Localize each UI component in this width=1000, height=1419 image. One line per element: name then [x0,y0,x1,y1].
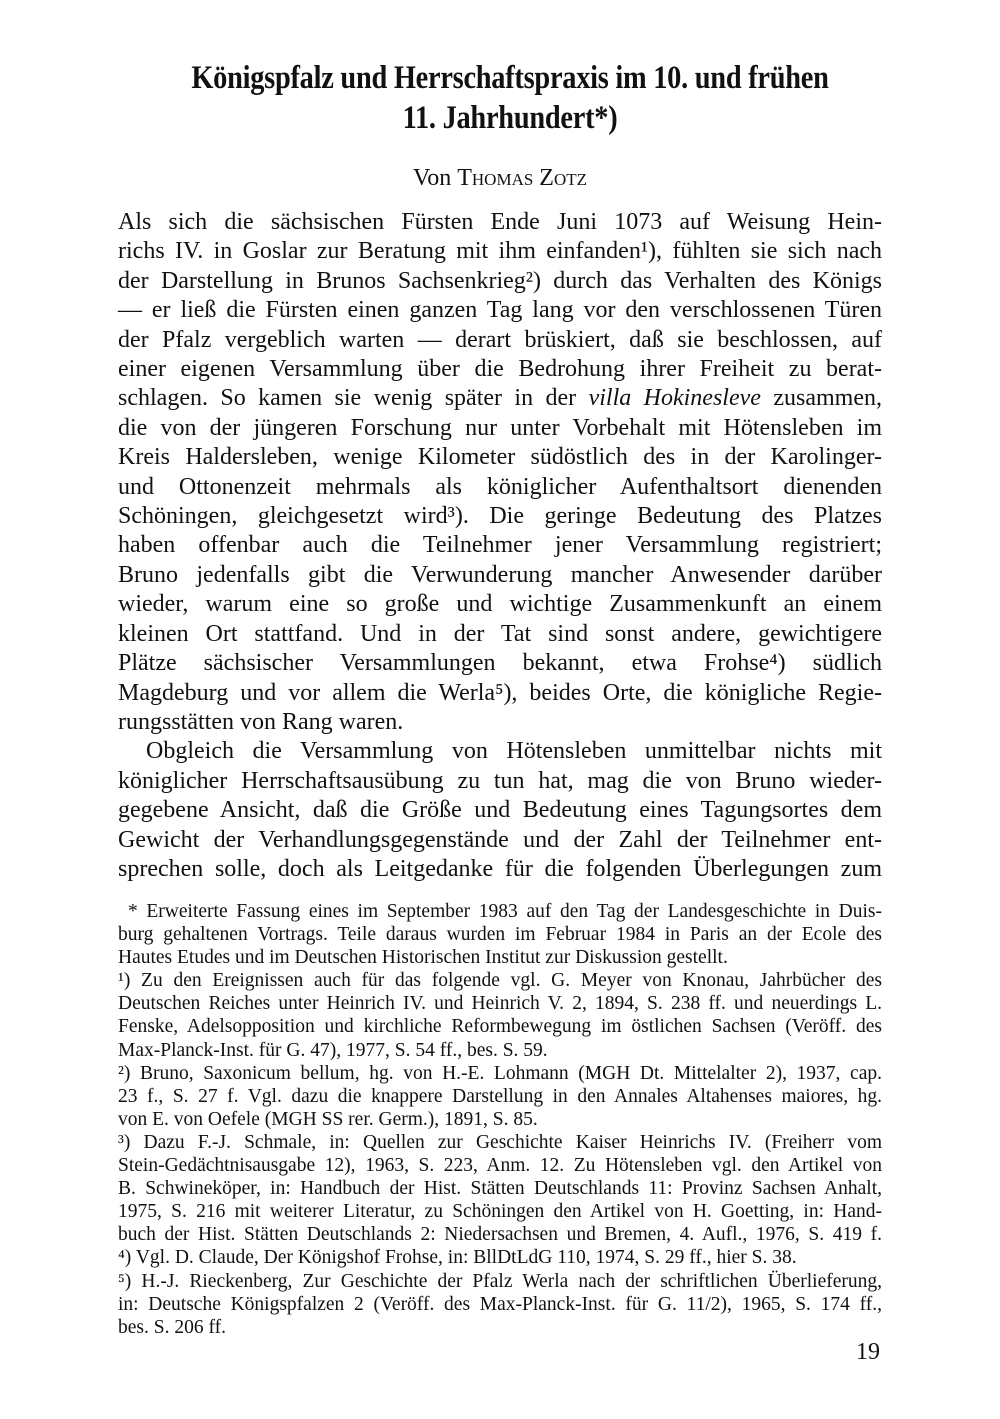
footnote-line: burg gehaltenen Vortrags. Teile daraus wurden im Februar 1984 in Paris an der Ecole des [118,924,882,946]
body-line: königlicher Herrschaftsausübung zu tun hat, mag die von Bruno wieder- [118,767,882,794]
title-line-2: 11. Jahrhundert*) [402,100,618,136]
author-line [0,163,1000,193]
footnote-line: ³) Dazu F.-J. Schmale, in: Quellen zur Geschichte Kaiser Heinrichs IV. (Freiherr vom [118,1131,882,1153]
body-line: die von der jüngeren Forschung nur unter Vorbehalt mit Hötensleben im [118,414,882,441]
body-line: — er ließ die Fürsten einen ganzen Tag lang vor den verschlossenen Türen [118,297,882,324]
main-text [118,208,882,884]
footnote-line: ²) Bruno, Saxonicum bellum, hg. von H.-E. Lohmann (MGH Dt. Mittelalter 2), 1937, cap. [118,1062,882,1084]
body-line: schlagen. So kamen sie wenig später in der villa Hokinesleve zusammen, [118,385,882,412]
footnote-line: * Erweiterte Fassung eines im September 1983 auf den Tag der Landesgeschichte in Duis- [128,901,882,922]
body-line: Bruno jedenfalls gibt die Verwunderung mancher Anwesender darüber [118,561,882,588]
body-line: Kreis Haldersleben, wenige Kilometer südöstlich des in der Karolinger- [118,444,882,471]
footnote-line: 23 f., S. 27 f. Vgl. dazu die knappere Darstellung in den Annales Altahenses maiores, hg. [118,1085,882,1107]
body-line: Plätze sächsischer Versammlungen bekannt, etwa Frohse⁴) südlich [118,650,882,677]
body-line: wieder, warum eine so große und wichtige Zusammenkunft an einem [118,591,882,618]
article-title [166,58,854,138]
page-number: 19 [856,1339,880,1365]
body-line: rungsstätten von Rang waren. [118,708,404,735]
footnote-line: in: Deutsche Königspfalzen 2 (Veröff. des Max-Planck-Inst. für G. 11/2), 1965, S. 174 ff., [118,1293,882,1315]
body-line: Magdeburg und vor allem die Werla⁵), beides Orte, die königliche Regie- [118,679,882,706]
footnote-line: buch der Hist. Stätten Deutschlands 2: Niedersachsen und Bremen, 4. Aufl., 1976, S. 419 f. [118,1224,882,1246]
body-line: der Darstellung in Brunos Sachsenkrieg²) durch das Verhalten des Königs [118,267,882,294]
body-line: kleinen Ort stattfand. Und in der Tat sind sonst andere, gewichtigere [118,620,882,647]
body-line: und Ottonenzeit mehrmals als königlicher Aufenthaltsort dienenden [118,473,882,500]
body-line: richs IV. in Goslar zur Beratung mit ihm einfanden¹), fühlten sie sich nach [118,238,882,265]
footnote-line: ¹) Zu den Ereignissen auch für das folgende vgl. G. Meyer von Knonau, Jahrbücher des [118,970,882,992]
footnote-line: von E. von Oefele (MGH SS rer. Germ.), 1891, S. 85. [118,1108,538,1130]
footnote-line: B. Schwineköper, in: Handbuch der Hist. Stätten Deutschlands 11: Provinz Sachsen Anhalt, [118,1178,882,1200]
body-line: Gewicht der Verhandlungsgegenstände und der Zahl der Teilnehmer ent- [118,826,882,853]
body-line: sprechen solle, doch als Leitgedanke für die folgenden Überlegungen zum [118,855,882,882]
body-line: Als sich die sächsischen Fürsten Ende Juni 1073 auf Weisung Hein- [118,209,882,235]
footnote-line: Fenske, Adelsopposition und kirchliche Reformbewegung im östlichen Sachsen (Veröff. des [118,1016,882,1038]
footnote-line: ⁴) Vgl. D. Claude, Der Königshof Frohse, in: BllDtLdG 110, 1974, S. 29 ff., hier S. 38. [118,1247,797,1269]
author-name: Thomas Zotz [457,165,588,191]
body-line: haben offenbar auch die Teilnehmer jener Versammlung registriert; [118,532,882,559]
body-line: Schöningen, gleichgesetzt wird³). Die geringe Bedeutung des Platzes [118,503,882,530]
footnote-line: ⁵) H.-J. Rieckenberg, Zur Geschichte der Pfalz Werla nach der schriftlichen Überlieferung, [118,1270,882,1292]
footnote-line: Max-Planck-Inst. für G. 47), 1977, S. 54 ff., bes. S. 59. [118,1039,548,1061]
body-line: der Pfalz vergeblich warten — derart brüskiert, daß sie beschlossen, auf [118,326,882,353]
body-line: einer eigenen Versammlung über die Bedrohung ihrer Freiheit zu berat- [118,356,882,383]
footnotes [118,900,882,1339]
footnote-line: bes. S. 206 ff. [118,1316,226,1338]
italic-place-name: villa Hokinesleve [588,385,761,412]
footnote-line: Deutschen Reiches unter Heinrich IV. und Heinrich V. 2, 1894, S. 238 ff. und neuerdings L. [118,993,882,1015]
title-line-1: Königspfalz und Herrschaftspraxis im 10. und frühen [191,60,829,96]
footnote-line: Hautes Etudes und im Deutschen Historischen Institut zur Diskussion gestellt. [118,947,728,969]
body-line: Obgleich die Versammlung von Hötensleben unmittelbar nichts mit [146,738,882,765]
footnote-line: 1975, S. 216 mit weiterer Literatur, zu Schöningen den Artikel von H. Goetting, in: Hand- [118,1201,882,1223]
author-prefix: Von [412,165,458,191]
footnote-line: Stein-Gedächtnisausgabe 12), 1963, S. 223, Anm. 12. Zu Hötensleben vgl. den Artikel von [118,1155,882,1177]
body-line: gegebene Ansicht, daß die Größe und Bedeutung eines Tagungsortes dem [118,797,882,824]
